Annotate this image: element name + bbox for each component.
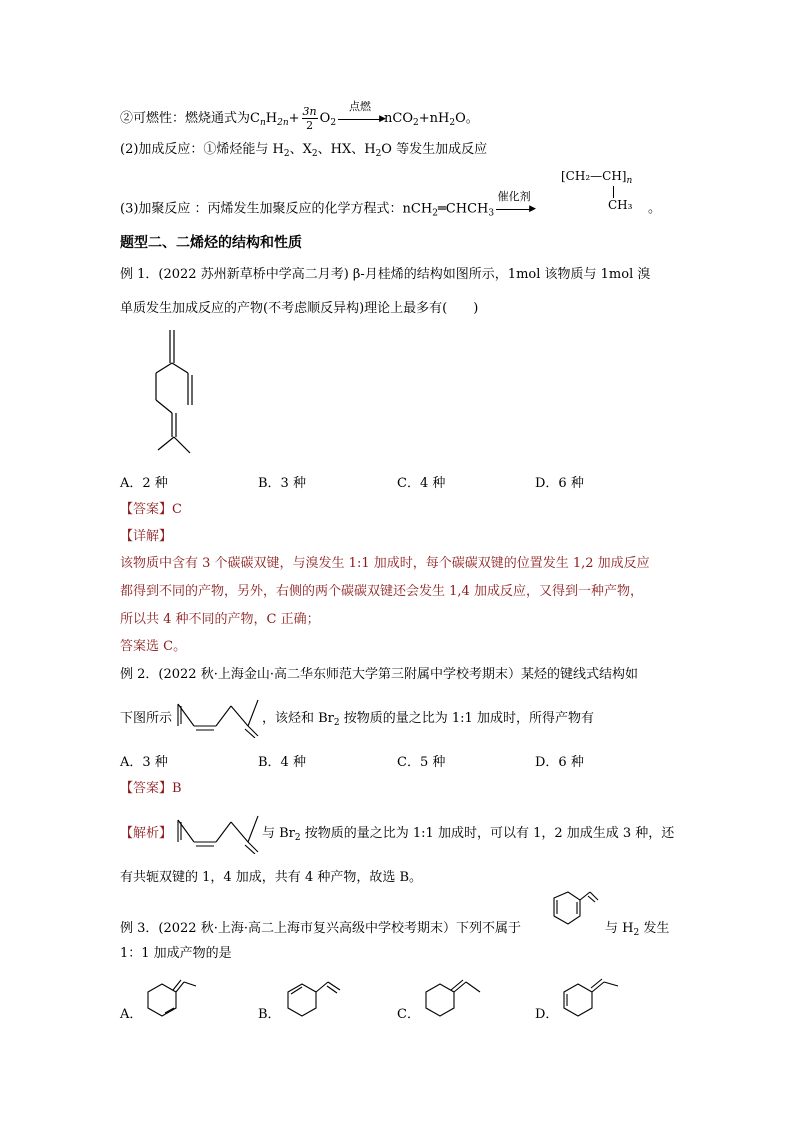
ex3-option-a: A． <box>120 1007 143 1022</box>
ex3-h2-sub: 2 <box>633 928 640 938</box>
fraction <box>302 106 318 131</box>
ex3-option-b-structure <box>280 970 344 1022</box>
polymer-repeat-unit: [CH₂—CH] <box>561 169 627 183</box>
ex1-detail-2: 都得到不同的产物，另外，右侧的两个碳碳双键还会发生 1,4 加成反应，又得到一种产物， <box>120 584 643 599</box>
ex2-analysis-2: 有共轭双键的 1，4 加成，共有 4 种产物，故选 B。 <box>120 870 423 885</box>
ex1-option-c: C．4 种 <box>397 476 446 491</box>
ex1-detail-label: 【详解】 <box>120 529 173 544</box>
fraction-numerator: 3n <box>302 105 317 118</box>
myrcene-structure <box>140 325 220 465</box>
ex2-line2b-text: ，该烃和 Br <box>262 711 334 726</box>
product-co2-sub: 2 <box>413 118 419 128</box>
ex2-analysis-br-sub: 2 <box>294 833 301 843</box>
addition-text: (2)加成反应：①烯烃能与 H <box>120 142 284 157</box>
ex1-answer: 【答案】C <box>120 502 182 517</box>
ex2-line2b <box>262 712 594 728</box>
sub-1: 2 <box>283 149 290 159</box>
ex3-line1b-text: 与 H <box>605 921 634 936</box>
plus-sign-2: + <box>418 111 430 126</box>
ex2-option-d: D．6 种 <box>535 755 584 770</box>
polymerization-line <box>120 190 537 219</box>
ex1-option-b: B．3 种 <box>258 476 306 491</box>
ex2-analysis-1a: 与 Br <box>262 826 295 841</box>
polymer-branch-line <box>613 186 614 198</box>
poly-condition: 催化剂 <box>497 190 531 203</box>
ex2-analysis-1b: 按物质的量之比为 1:1 加成时，可以有 1，2 加成生成 3 种，还 <box>300 826 675 841</box>
product-h2o-sub: 2 <box>449 118 456 128</box>
formula-h: H <box>265 111 278 126</box>
ex2-br-sub: 2 <box>333 718 340 728</box>
ex1-line2: 单质发生加成反应的产物(不考虑顺反异构)理论上最多有( ) <box>120 301 479 316</box>
ex3-line1b <box>605 922 669 938</box>
combustion-line <box>120 99 479 132</box>
poly-sub-2: 3 <box>488 208 495 219</box>
ex3-line1c-text: 发生 <box>639 921 670 936</box>
polymer-n: n <box>626 176 633 186</box>
ex2-line1: 例 2．(2022 秋·上海金山·高二华东师范大学第三附属中学校考期末）某烃的键线式结构如 <box>120 667 638 682</box>
reaction-arrow: 点燃 ▶ <box>338 112 382 126</box>
ex1-line1: 例 1．(2022 苏州新草桥中学高二月考) β-月桂烯的结构如图所示，1mol 该物质与 1mol 溴 <box>120 267 651 282</box>
ex3-line2: 1：1 加成产物的是 <box>120 946 232 961</box>
ex2-answer: 【答案】B <box>120 781 182 796</box>
reaction-condition: 点燃 <box>349 99 372 113</box>
ex3-option-c-structure <box>418 970 488 1022</box>
ex2-line2a: 下图所示 <box>120 711 173 726</box>
addition-line <box>120 143 487 159</box>
polymer-period: 。 <box>648 201 662 216</box>
ex2-analysis-structure <box>176 812 260 854</box>
ex1-detail-1: 该物质中含有 3 个碳碳双键，与溴发生 1:1 加成时，每个碳碳双键的位置发生 1,2 加成反应 <box>120 556 650 571</box>
section-heading: 题型二、二烯烃的结构和性质 <box>120 235 302 251</box>
oxygen: O <box>319 111 331 126</box>
ex2-analysis-label: 【解析】 <box>120 826 173 841</box>
ex2-option-a: A．3 种 <box>120 755 168 770</box>
plus-sign: + <box>288 111 300 126</box>
ex1-option-a: A．2 种 <box>120 476 168 491</box>
formula-c-sub: n <box>259 118 266 128</box>
poly-sub-1: 2 <box>432 208 438 219</box>
addition-mid-1: 、X <box>289 142 312 157</box>
oxygen-sub: 2 <box>330 118 337 128</box>
ex2-option-b: B．4 种 <box>258 755 306 770</box>
fraction-denominator: 2 <box>306 119 314 132</box>
ex1-detail-4: 答案选 C。 <box>120 639 187 654</box>
ex2-analysis-1 <box>262 827 674 843</box>
ex2-line2c-text: 按物质的量之比为 1:1 加成时，所得产物有 <box>339 711 594 726</box>
sub-2: 2 <box>311 149 318 159</box>
formula-c: C <box>250 111 260 126</box>
product-h2o-tail: O。 <box>455 111 479 126</box>
addition-mid-2: 、HX、H <box>317 142 376 157</box>
ex3-option-d: D． <box>535 1007 559 1022</box>
ex1-option-d: D．6 种 <box>535 476 584 491</box>
combustion-label: ②可燃性：燃烧通式为 <box>120 111 251 126</box>
addition-mid-3: O 等发生加成反应 <box>381 142 488 157</box>
ex3-option-a-structure <box>138 970 198 1022</box>
ex2-structure <box>176 696 260 738</box>
polymer-ch3: CH₃ <box>608 198 633 212</box>
ex1-detail-3: 所以共 4 种不同的产物，C 正确； <box>120 612 320 627</box>
ex3-line1a: 例 3．(2022 秋·上海·高二上海市复兴高级中学校考期末）下列不属于 <box>120 921 521 936</box>
polymer-structure <box>561 170 632 186</box>
product-co2: nCO <box>384 111 414 126</box>
poly-mid: ═CHCH <box>437 201 489 217</box>
product-h2o: nH <box>429 111 450 126</box>
ex3-option-b: B． <box>258 1007 281 1022</box>
poly-arrow: 催化剂 ▶ <box>497 190 537 214</box>
ex3-option-c: C． <box>397 1007 420 1022</box>
sub-3: 2 <box>375 149 382 159</box>
polymerization-text: (3)加聚反应 ：丙烯发生加聚反应的化学方程式：nCH <box>120 201 433 217</box>
ex3-option-d-structure <box>556 970 626 1022</box>
formula-h-sub: 2n <box>277 118 289 128</box>
ex3-target-structure <box>540 888 600 936</box>
ex2-option-c: C．5 种 <box>397 755 446 770</box>
